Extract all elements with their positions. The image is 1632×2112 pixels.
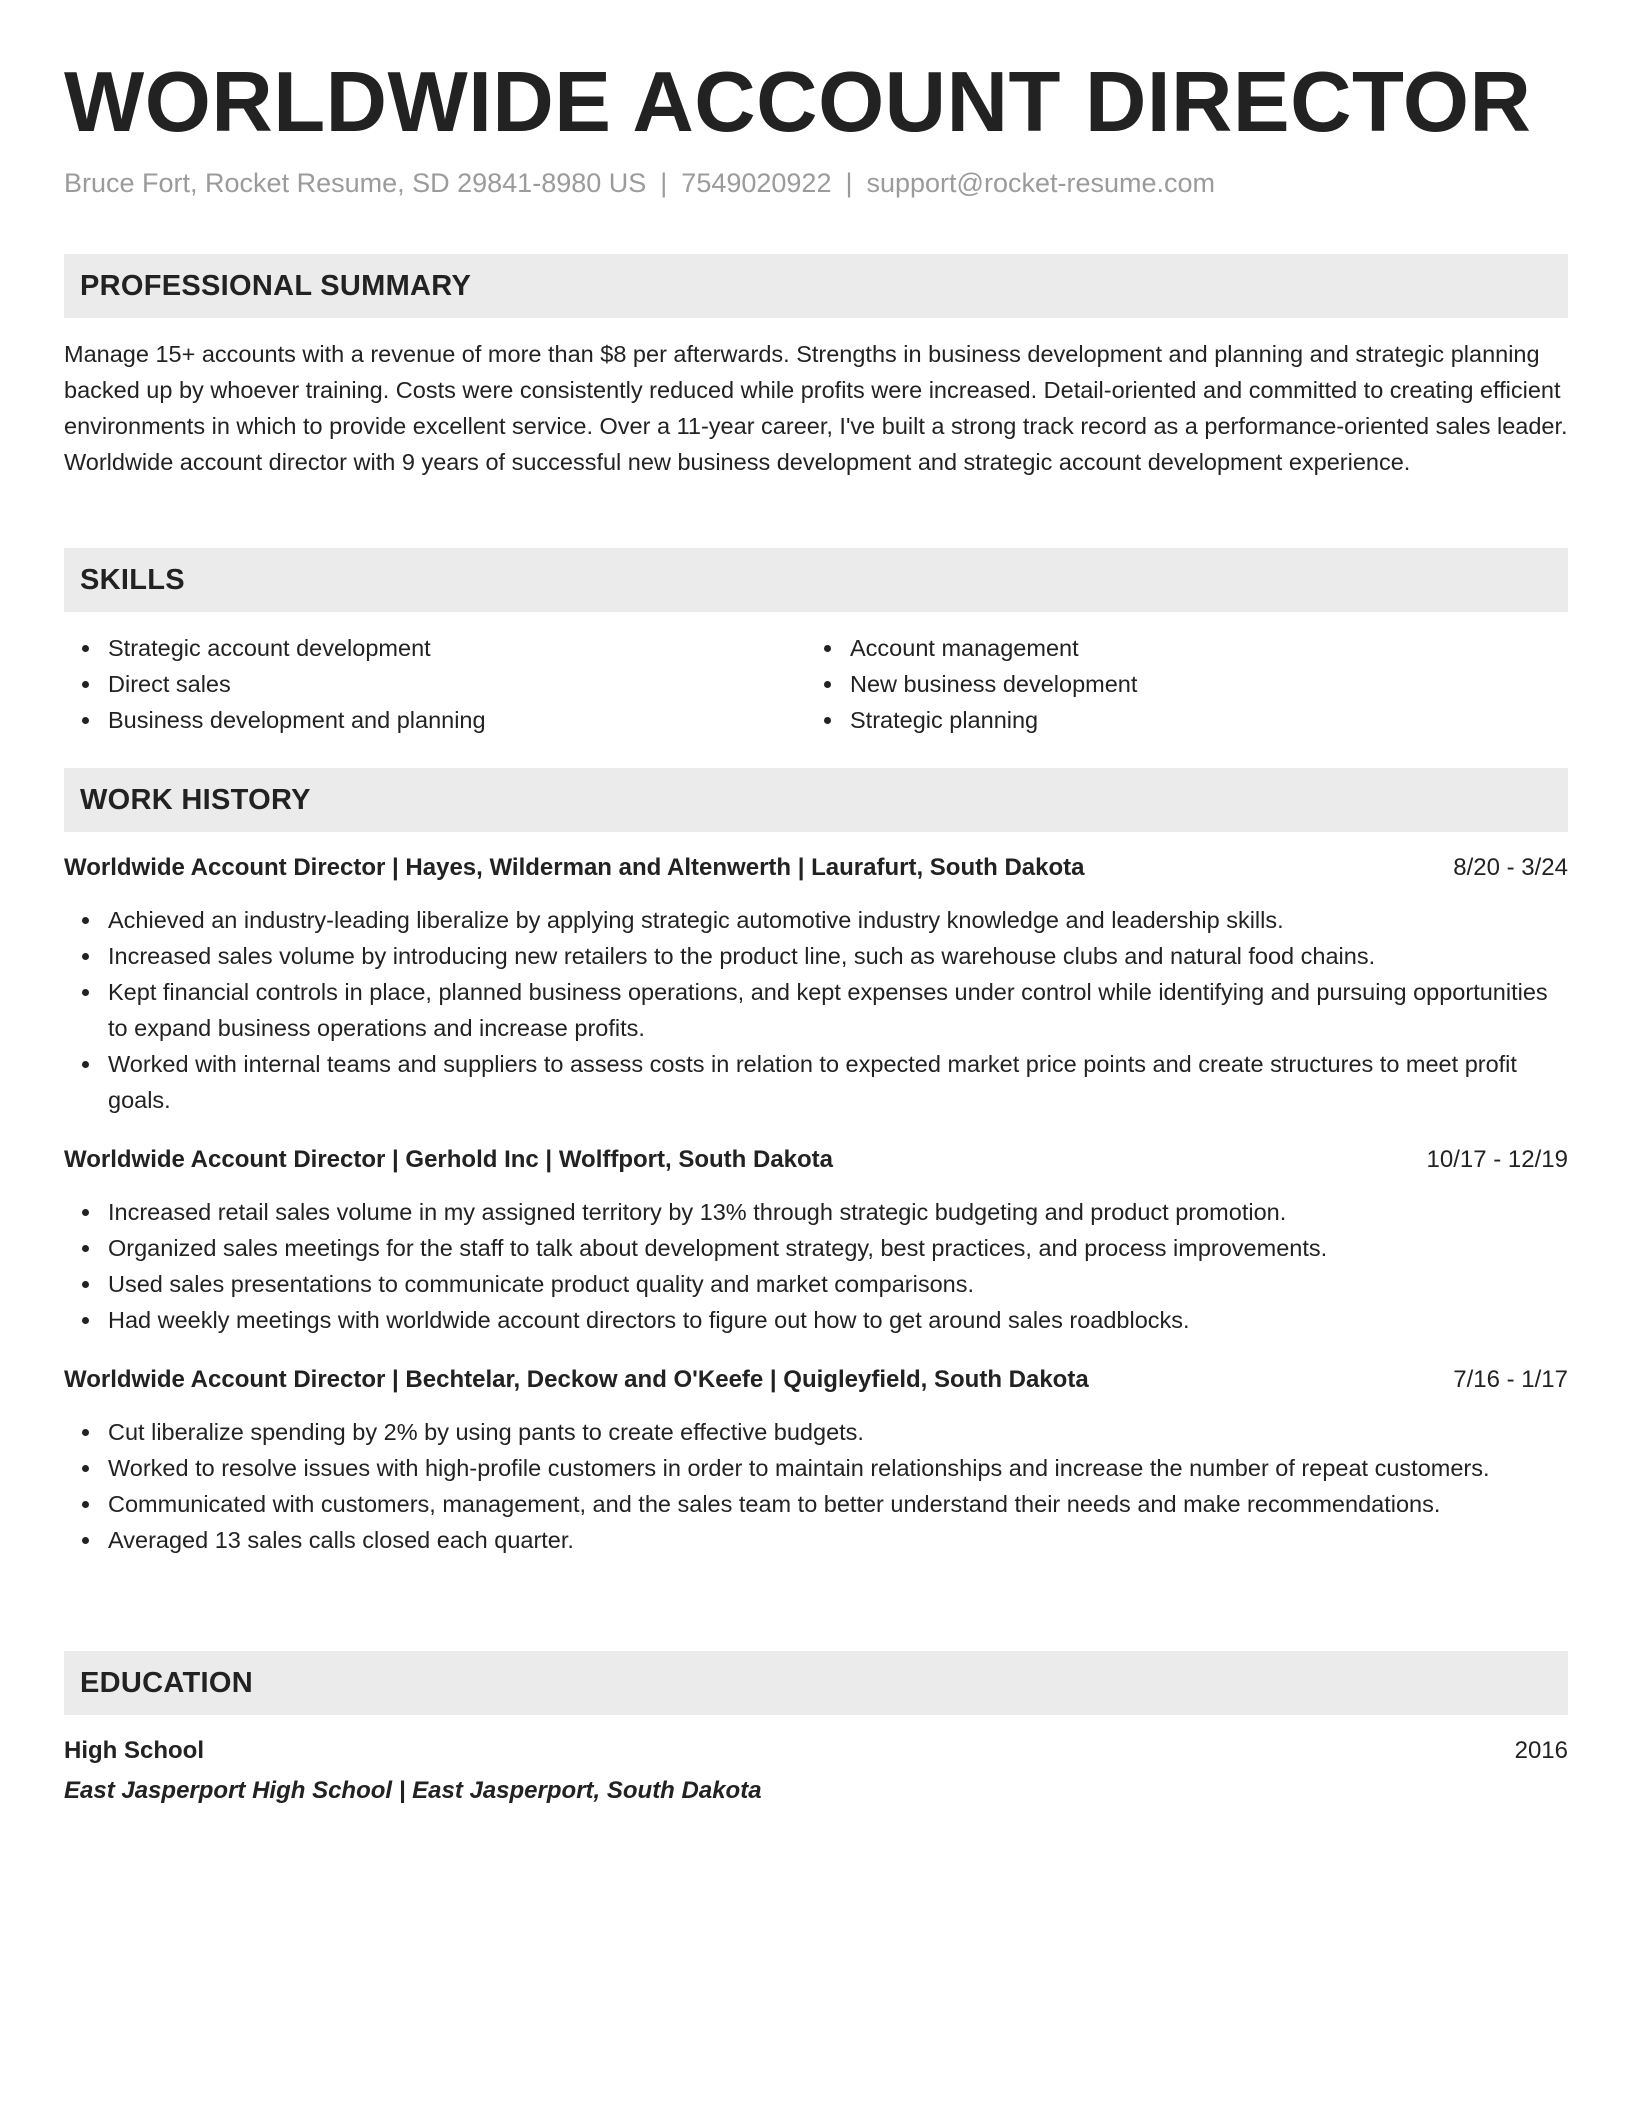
section-heading-summary: PROFESSIONAL SUMMARY	[64, 254, 1568, 318]
skills-section	[64, 548, 1568, 738]
work-history-section	[64, 768, 1568, 1558]
summary-section	[64, 254, 1568, 480]
skill-item: Account management	[806, 630, 1548, 666]
job-dates: 8/20 - 3/24	[1453, 854, 1568, 881]
skills-column-right	[806, 630, 1548, 738]
education-school: East Jasperport High School | East Jasperport, South Dakota	[64, 1777, 762, 1804]
education-year: 2016	[1514, 1737, 1568, 1764]
job-bullet: Had weekly meetings with worldwide account directors to figure out how to get around sales roadblocks.	[64, 1302, 1568, 1338]
skill-item: Strategic planning	[806, 702, 1548, 738]
job-bullet: Kept financial controls in place, planned business operations, and kept expenses under control while identifying and pursuing opportunities to expand business operations and increase profits.	[64, 974, 1568, 1046]
job-header	[64, 850, 1568, 886]
section-heading-skills: SKILLS	[64, 548, 1568, 612]
summary-text: Manage 15+ accounts with a revenue of more than $8 per afterwards. Strengths in business development and planning and strategic planning backed up by whoever training. Costs were consistently reduced while profits were increased. Detail-oriented and committed to creating efficient environments in which to provide excellent service. Over a 11-year career, I've built a strong track record as a performance-oriented sales leader. Worldwide account director with 9 years of successful new business development and strategic account development experience.	[64, 341, 1568, 475]
contact-separator: |	[660, 168, 668, 198]
job-title: Worldwide Account Director | Gerhold Inc | Wolffport, South Dakota	[64, 1146, 834, 1173]
job-bullet: Cut liberalize spending by 2% by using pants to create effective budgets.	[64, 1414, 1568, 1450]
skill-item: New business development	[806, 666, 1548, 702]
job-bullets	[64, 1194, 1568, 1338]
job-bullet: Increased retail sales volume in my assigned territory by 13% through strategic budgeting and product promotion.	[64, 1194, 1568, 1230]
resume-title: WORLDWIDE ACCOUNT DIRECTOR	[64, 55, 1532, 150]
job-entry	[64, 1142, 1568, 1338]
job-header	[64, 1362, 1568, 1398]
contact-separator: |	[845, 168, 853, 198]
job-bullet: Achieved an industry-leading liberalize by applying strategic automotive industry knowledge and leadership skills.	[64, 902, 1568, 938]
contact-line	[64, 166, 1568, 200]
job-dates: 7/16 - 1/17	[1453, 1366, 1568, 1393]
job-dates: 10/17 - 12/19	[1426, 1146, 1568, 1173]
job-bullets	[64, 902, 1568, 1118]
job-bullet: Used sales presentations to communicate product quality and market comparisons.	[64, 1266, 1568, 1302]
education-section	[64, 1651, 1568, 1809]
job-header	[64, 1142, 1568, 1178]
job-bullet: Organized sales meetings for the staff to talk about development strategy, best practices, and process improvements.	[64, 1230, 1568, 1266]
job-bullet: Communicated with customers, management, and the sales team to better understand their needs and make recommendations.	[64, 1486, 1568, 1522]
skill-item: Strategic account development	[64, 630, 806, 666]
resume-page	[64, 0, 1568, 1804]
education-header	[64, 1733, 1568, 1769]
section-heading-work-history: WORK HISTORY	[64, 768, 1568, 832]
skill-item: Business development and planning	[64, 702, 806, 738]
contact-phone: 7549020922	[681, 168, 832, 198]
job-title: Worldwide Account Director | Bechtelar, Deckow and O'Keefe | Quigleyfield, South Dakota	[64, 1366, 1089, 1393]
job-bullets	[64, 1414, 1568, 1558]
job-entry	[64, 1362, 1568, 1558]
skills-grid	[64, 630, 1568, 738]
skill-item: Direct sales	[64, 666, 806, 702]
job-bullet: Increased sales volume by introducing new retailers to the product line, such as warehouse clubs and natural food chains.	[64, 938, 1568, 974]
job-bullet: Worked to resolve issues with high-profile customers in order to maintain relationships and increase the number of repeat customers.	[64, 1450, 1568, 1486]
contact-email: support@rocket-resume.com	[866, 168, 1216, 198]
contact-address: Bruce Fort, Rocket Resume, SD 29841-8980 US	[64, 168, 647, 198]
education-degree: High School	[64, 1737, 204, 1764]
section-heading-education: EDUCATION	[64, 1651, 1568, 1715]
job-bullet: Worked with internal teams and suppliers to assess costs in relation to expected market price points and create structures to meet profit goals.	[64, 1046, 1568, 1118]
job-title: Worldwide Account Director | Hayes, Wilderman and Altenwerth | Laurafurt, South Dakota	[64, 854, 1085, 881]
skills-column-left	[64, 630, 806, 738]
job-entry	[64, 850, 1568, 1118]
job-bullet: Averaged 13 sales calls closed each quarter.	[64, 1522, 1568, 1558]
